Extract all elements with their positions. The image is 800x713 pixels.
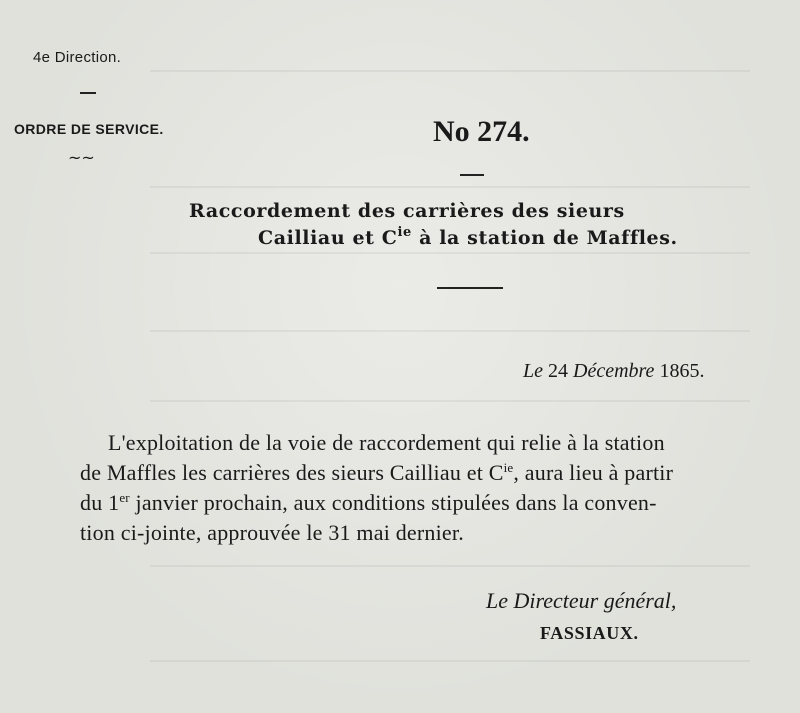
document-date xyxy=(523,360,704,383)
divider xyxy=(460,174,484,176)
title-line-1: Raccordement des carrières des sieurs xyxy=(189,200,625,222)
direction-label: 4e Direction. xyxy=(33,49,122,66)
body-line-2 xyxy=(80,460,673,486)
order-number: No 274. xyxy=(433,115,530,148)
bleed-through-line xyxy=(150,330,750,332)
body-line-3 xyxy=(80,490,657,516)
title-line-2 xyxy=(258,227,678,249)
body-text: , aura lieu à partir xyxy=(513,460,674,485)
title-text: Cailliau et C xyxy=(258,227,398,249)
body-text: du 1 xyxy=(80,490,120,515)
service-order-label: ORDRE DE SERVICE. xyxy=(14,121,164,137)
date-year: 1865. xyxy=(654,360,705,382)
title-text: à la station de Maffles. xyxy=(411,227,678,249)
date-prefix: Le xyxy=(523,360,543,382)
tilde-separator: ~~ xyxy=(68,148,95,167)
signature-name: FASSIAUX. xyxy=(540,623,639,643)
body-text: janvier prochain, aux conditions stipulées dans la conven- xyxy=(129,490,657,515)
date-month: Décembre xyxy=(573,360,655,382)
bleed-through-line xyxy=(150,660,750,662)
bleed-through-line xyxy=(150,186,750,188)
title-superscript: ie xyxy=(397,225,412,240)
bleed-through-line xyxy=(150,565,750,567)
signature-title: Le Directeur général, xyxy=(486,588,677,613)
bleed-through-line xyxy=(150,400,750,402)
body-superscript: ie xyxy=(503,460,514,475)
body-line-1: L'exploitation de la voie de raccordement qui relie à la station xyxy=(108,430,665,455)
body-text: de Maffles les carrières des sieurs Cailliau et C xyxy=(80,460,504,485)
body-line-4: tion ci-jointe, approuvée le 31 mai dernier. xyxy=(80,520,464,545)
bleed-through-line xyxy=(150,70,750,72)
body-superscript: er xyxy=(119,490,130,505)
divider xyxy=(80,92,96,94)
title-rule xyxy=(437,287,503,289)
bleed-through-line xyxy=(150,252,750,254)
date-day: 24 xyxy=(543,360,573,382)
